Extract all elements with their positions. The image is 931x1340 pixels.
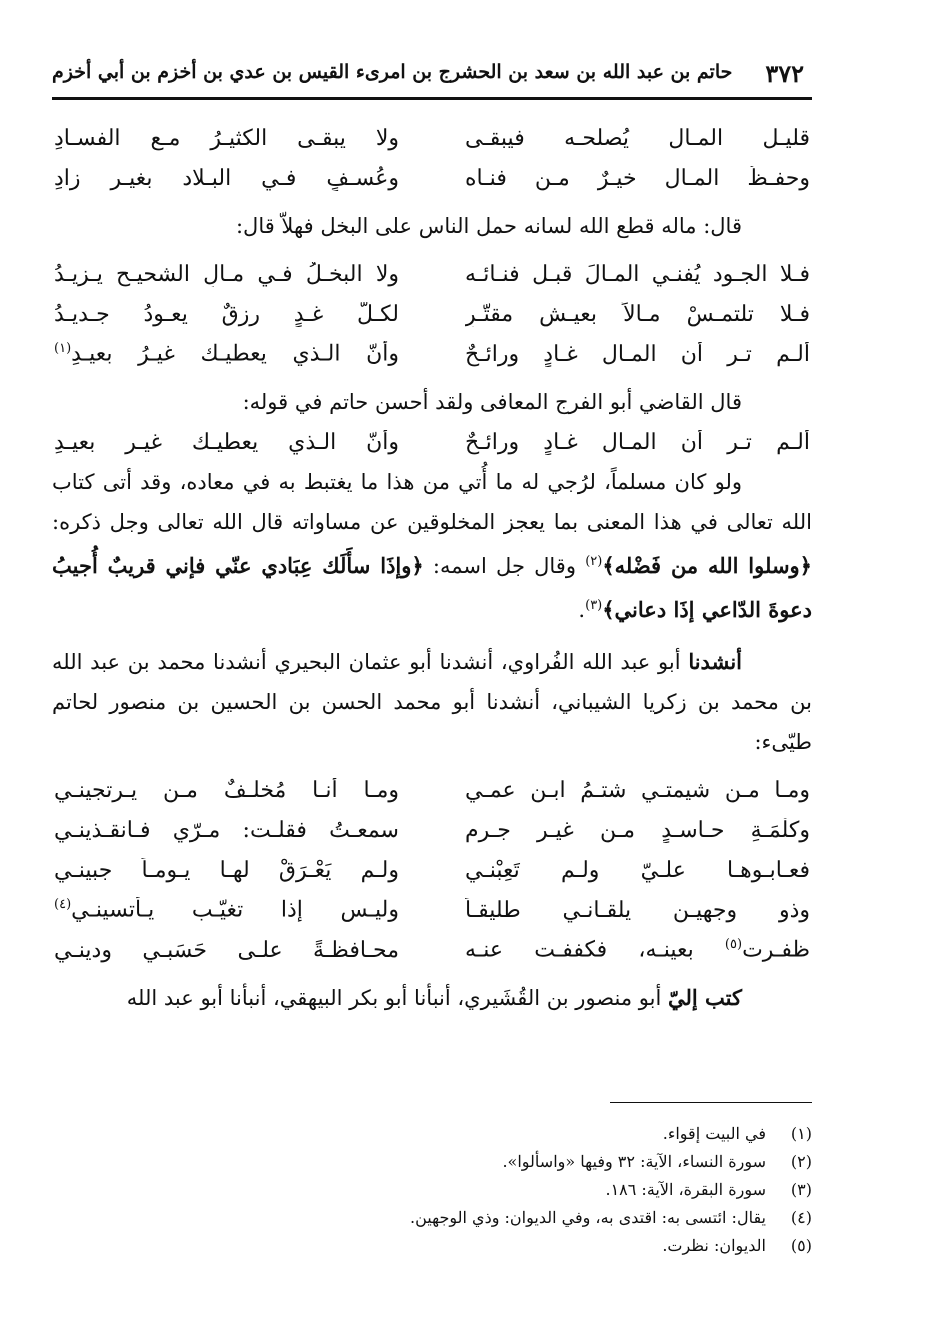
page-number: ٣٧٢ bbox=[765, 59, 804, 88]
verse-first-hemistich: ألـم تـر أن المـال غـادٍ ورائـحٌ bbox=[465, 429, 810, 455]
verse-line bbox=[52, 158, 812, 198]
paragraph-quran: ولو كان مسلماً، لرُجي له ما أُتي من هذا ما يغتبط به في معاده، وقد أتى كتاب الله تعالى في هذا المعنى بما يعجز المخلوقين عن مساواته قال الله تعالى وجل ذكره: ﴿وسلوا الله من فَضْله﴾$^{(٢)}$ وقال جل اسمه: ﴿وإذَا سأَلَك عِبَادي عنّي فإني قريبٌ أُجيبُ دعوةَ الدّاعي إذَا دعاني﴾$^{(٣)}$. bbox=[52, 470, 812, 622]
paragraph-isnad: أنشدنا أبو عبد الله الفُراوي، أنشدنا أبو عثمان البحيري أنشدنا محمد بن عبد الله بن محمد بن زكريا الشيباني، أنشدنا أبو محمد الحسن بن الحسين بن منصور لحاتم طيّىء: bbox=[52, 649, 812, 754]
quran-quote: ﴿وسلوا الله من فَضْله﴾ bbox=[602, 553, 812, 578]
isnad-lead: كتب إليّ bbox=[667, 985, 742, 1010]
verse-first-hemistich: وكلْمَـةِ حـاسـدٍ مـن غيـر جـرم bbox=[465, 817, 810, 843]
verse-line bbox=[52, 770, 812, 810]
verse-first-hemistich: فـلا الجـود يُفنـي المـالَ قبـل فنـائـه bbox=[465, 261, 810, 287]
footnotes bbox=[52, 1120, 812, 1260]
poem-block-2 bbox=[52, 254, 812, 374]
verse-second-hemistich: محـافظـةً علـى حَسَبـي ودينـي bbox=[54, 937, 399, 963]
verse-first-hemistich: ألـم تـر أن المـال غـادٍ ورائـحٌ bbox=[465, 341, 810, 367]
verse-first-hemistich: وحفـظُ المـال خيـرٌ مـن فنـاه bbox=[465, 165, 810, 191]
paragraph-isnad: كتب إليّ أبو منصور بن القُشَيري، أنبأنا أبو بكر البيهقي، أنبأنا أبو عبد الله bbox=[126, 985, 742, 1010]
footnote-ref: (٤) bbox=[54, 897, 72, 913]
verse-second-hemistich: ولا البخـلُ فـي مـالِ الشحيـح يـزيـدُ bbox=[54, 261, 399, 287]
quran-quote: ﴿وإذَا سأَلَك عِبَادي عنّي فإني قريبٌ أُجيبُ دعوةَ الدّاعي إذَا دعاني﴾ bbox=[52, 553, 812, 622]
verse-first-hemistich: قليـل المـال يُصلحـه فيبقـى bbox=[465, 125, 810, 151]
main-text bbox=[52, 118, 812, 1018]
verse-line bbox=[52, 850, 812, 890]
paragraph: قال القاضي أبو الفرج المعافى ولقد أحسن حاتم في قوله: bbox=[242, 390, 742, 414]
verse-second-hemistich: وعُسـفٍ فـي البـلاد بغيـر زادِ bbox=[54, 165, 399, 191]
poem-block-1 bbox=[52, 118, 812, 198]
verse-second-hemistich: وأنّ الـذي يعطيـك غيـرُ بعيـدِ$^{(١)}$ bbox=[54, 341, 399, 367]
isnad-lead: أنشدنا bbox=[688, 649, 742, 674]
verse-second-hemistich: سمعـتُ فقلـت: مـرّي فـانقـذينـي bbox=[54, 817, 399, 843]
verse-first-hemistich: فعـابـوهـا علـيّ ولـم تَعِبْنـي bbox=[465, 857, 810, 883]
paragraph: قال: ماله قطع الله لسانه حمل الناس على البخل فهلاّ قال: bbox=[235, 214, 742, 238]
verse-line bbox=[52, 930, 812, 970]
verse-second-hemistich: وأنّ الـذي يعطيـك غيـر بعيـدِ bbox=[54, 429, 399, 455]
verse-first-hemistich: فـلا تلتمـسْ مـالاً بعيـشٍ مقتّـرٍ bbox=[465, 301, 810, 327]
verse-first-hemistich: وذو وجهيـن يلقـانـي طليقـاً bbox=[465, 897, 810, 923]
verse-first-hemistich: ظفـرت$^{(٥)}$ بعينـه، فكففـت عنـه bbox=[465, 937, 810, 963]
footnote: (٥)الديوان: نظرت. bbox=[662, 1236, 812, 1255]
verse-second-hemistich: ولـم يَعْـرَقْ لهـا يـومـاً جبينـي bbox=[54, 857, 399, 883]
footnote: (٣)سورة البقرة، الآية: ١٨٦. bbox=[605, 1180, 812, 1199]
poem-block-4 bbox=[52, 770, 812, 970]
verse-line bbox=[52, 294, 812, 334]
footnote-separator bbox=[610, 1102, 812, 1103]
verse-line bbox=[52, 254, 812, 294]
verse-line bbox=[52, 334, 812, 374]
poem-block-3 bbox=[52, 422, 812, 462]
verse-first-hemistich: ومـا مـن شيمتـي شتـمُ ابـنِ عمـي bbox=[465, 777, 810, 803]
footnote: (٤)يقال: ائتسى به: اقتدى به، وفي الديوان: وذي الوجهين. bbox=[410, 1208, 812, 1227]
verse-second-hemistich: وليـس إذا تغيّـب يـأتسينـي$^{(٤)}$ bbox=[54, 897, 399, 923]
page-header bbox=[52, 55, 812, 100]
footnote-ref: (٣) bbox=[585, 598, 603, 613]
footnote-ref: (١) bbox=[54, 341, 72, 357]
verse-line bbox=[52, 118, 812, 158]
footnote-ref: (٢) bbox=[585, 554, 603, 569]
running-title: حاتم بن عبد الله بن سعد بن الحشرج بن امرىء القيس بن عدي بن أخزم بن أبي أخزم bbox=[52, 61, 733, 83]
verse-second-hemistich: لكـلّ غـدٍ رزقٌ يعـودُ جـديـدُ bbox=[54, 301, 399, 327]
verse-line bbox=[52, 422, 812, 462]
verse-second-hemistich: ولا يبقـى الكثيـرُ مـع الفسـادِ bbox=[54, 125, 399, 151]
verse-line bbox=[52, 890, 812, 930]
verse-second-hemistich: ومـا أنـا مُخلـفٌ مـن يـرتجينـي bbox=[54, 777, 399, 803]
footnote-ref: (٥) bbox=[724, 937, 743, 953]
footnote: (١)في البيت إقواء. bbox=[662, 1124, 812, 1143]
verse-line bbox=[52, 810, 812, 850]
footnote: (٢)سورة النساء، الآية: ٣٢ وفيها «واسألوا». bbox=[502, 1152, 812, 1171]
